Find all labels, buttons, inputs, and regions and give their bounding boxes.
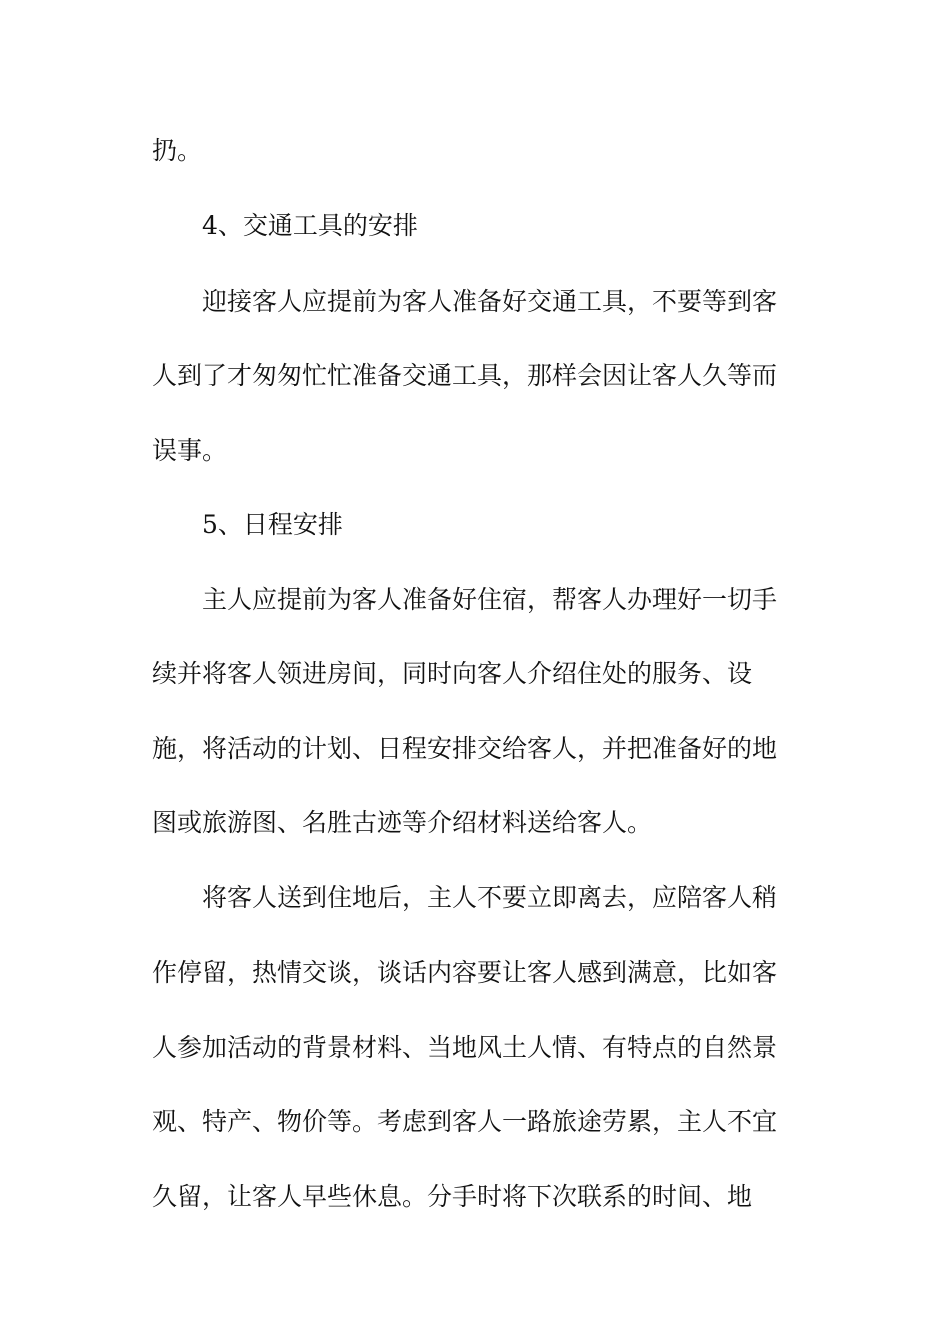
section-heading-transport: 4、交通工具的安排 <box>202 211 418 240</box>
section-heading-schedule: 5、日程安排 <box>202 510 343 539</box>
paragraph-line-10: 图或旅游图、名胜古迹等介绍材料送给客人。 <box>152 808 653 837</box>
paragraph-line-12: 作停留，热情交谈，谈话内容要让客人感到满意，比如客 <box>152 958 778 987</box>
paragraph-line-13: 人参加活动的背景材料、当地风土人情、有特点的自然景 <box>152 1033 778 1062</box>
paragraph-line-3: 迎接客人应提前为客人准备好交通工具，不要等到客 <box>202 287 778 316</box>
paragraph-line-14: 观、特产、物价等。考虑到客人一路旅途劳累，主人不宜 <box>152 1107 778 1136</box>
paragraph-line-4: 人到了才匆匆忙忙准备交通工具，那样会因让客人久等而 <box>152 361 778 390</box>
paragraph-line-9: 施，将活动的计划、日程安排交给客人，并把准备好的地 <box>152 734 778 763</box>
paragraph-line-8: 续并将客人领进房间，同时向客人介绍住处的服务、设 <box>152 659 753 688</box>
paragraph-line-7: 主人应提前为客人准备好住宿，帮客人办理好一切手 <box>202 585 778 614</box>
paragraph-line-15: 久留，让客人早些休息。分手时将下次联系的时间、地 <box>152 1182 753 1211</box>
paragraph-line-5: 误事。 <box>152 436 228 465</box>
paragraph-line-11: 将客人送到住地后，主人不要立即离去，应陪客人稍 <box>202 883 778 912</box>
paragraph-line-1: 扔。 <box>152 136 203 165</box>
